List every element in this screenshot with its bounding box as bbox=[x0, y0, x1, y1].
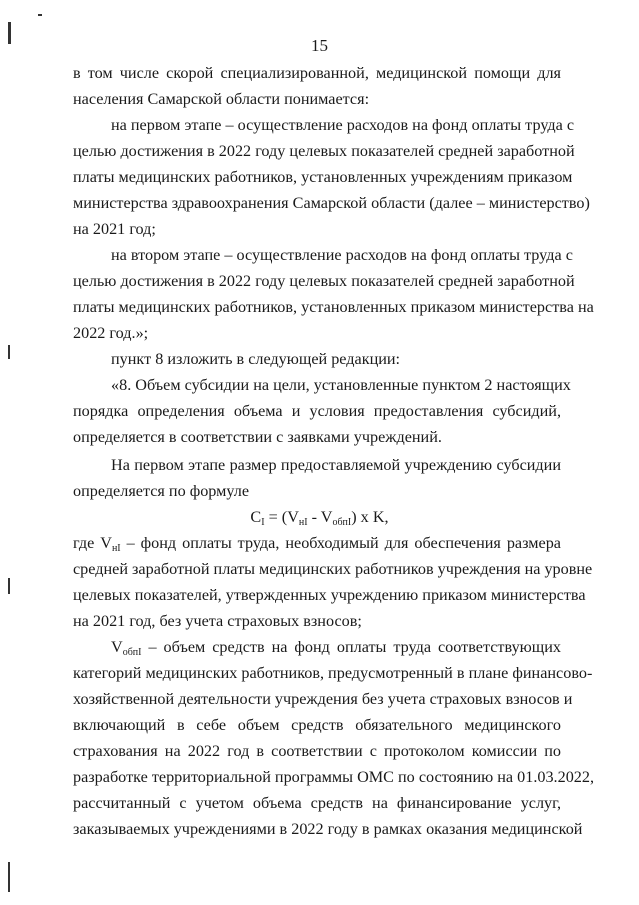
text-line: На первом этапе размер предоставляемой учреждению субсидии bbox=[111, 456, 561, 474]
text-line: целью достижения в 2022 году целевых показателей средней заработной bbox=[73, 142, 575, 160]
text-line: платы медицинских работников, установленных приказом министерства на bbox=[73, 298, 594, 316]
text-line: на 2021 год, без учета страховых взносов; bbox=[73, 612, 362, 630]
formula-part: - V bbox=[307, 508, 333, 526]
definition-line bbox=[111, 636, 561, 658]
text-line: порядка определения объема и условия предоставления субсидий, bbox=[73, 402, 561, 420]
formula-sub: обпI bbox=[332, 517, 352, 528]
formula-sub: нI bbox=[298, 517, 308, 528]
text-line: определяется в соответствии с заявками учреждений. bbox=[73, 428, 442, 446]
definition-text: – фонд оплаты труда, необходимый для обеспечения размера bbox=[120, 534, 561, 552]
text-line: на 2021 год; bbox=[73, 220, 156, 238]
text-line: страхования на 2022 год в соответствии с протоколом комиссии по bbox=[73, 742, 561, 760]
scan-mark bbox=[8, 862, 10, 892]
text-line: пункт 8 изложить в следующей редакции: bbox=[111, 350, 401, 368]
text-line: заказываемых учреждениями в 2022 году в рамках оказания медицинской bbox=[73, 820, 583, 838]
text-line: в том числе скорой специализированной, медицинской помощи для bbox=[73, 64, 561, 82]
text-line: разработке территориальной программы ОМС по состоянию на 01.03.2022, bbox=[73, 768, 595, 786]
text-line: категорий медицинских работников, предусмотренный в плане финансово- bbox=[73, 664, 593, 682]
text-line: «8. Объем субсидии на цели, установленные пунктом 2 настоящих bbox=[111, 376, 571, 394]
text-line: министерства здравоохранения Самарской области (далее – министерство) bbox=[73, 194, 590, 212]
text-line: 2022 год.»; bbox=[73, 324, 149, 342]
text-line: платы медицинских работников, установленных учреждениям приказом bbox=[73, 168, 573, 186]
formula bbox=[0, 506, 639, 528]
text-line: рассчитанный с учетом объема средств на финансирование услуг, bbox=[73, 794, 561, 812]
text-line: хозяйственной деятельности учреждения без учета страховых взносов и bbox=[73, 690, 573, 708]
definition-start: где V bbox=[73, 534, 112, 552]
definition-line bbox=[73, 532, 561, 554]
formula-c: C bbox=[250, 508, 262, 526]
scan-mark bbox=[8, 578, 10, 594]
definition-start: V bbox=[111, 638, 123, 656]
text-line: целью достижения в 2022 году целевых показателей средней заработной bbox=[73, 272, 575, 290]
text-line: населения Самарской области понимается: bbox=[73, 90, 370, 108]
formula-part: ) x K, bbox=[351, 508, 389, 526]
scan-mark bbox=[8, 345, 10, 359]
text-line: определяется по формуле bbox=[73, 482, 250, 500]
text-line: средней заработной платы медицинских работников учреждения на уровне bbox=[73, 560, 593, 578]
definition-text: – объем средств на фонд оплаты труда соответствующих bbox=[141, 638, 561, 656]
page-number: 15 bbox=[311, 36, 328, 55]
text-line: целевых показателей, утвержденных учреждению приказом министерства bbox=[73, 586, 586, 604]
formula-part: = (V bbox=[264, 508, 299, 526]
text-line: на первом этапе – осуществление расходов на фонд оплаты труда с bbox=[111, 116, 575, 134]
definition-sub: обпI bbox=[122, 647, 142, 658]
text-line: на втором этапе – осуществление расходов на фонд оплаты труда с bbox=[111, 246, 573, 264]
scan-mark bbox=[38, 14, 42, 16]
definition-sub: нI bbox=[111, 543, 121, 554]
formula-sub: I bbox=[261, 517, 265, 528]
text-line: включающий в себе объем средств обязательного медицинского bbox=[73, 716, 561, 734]
